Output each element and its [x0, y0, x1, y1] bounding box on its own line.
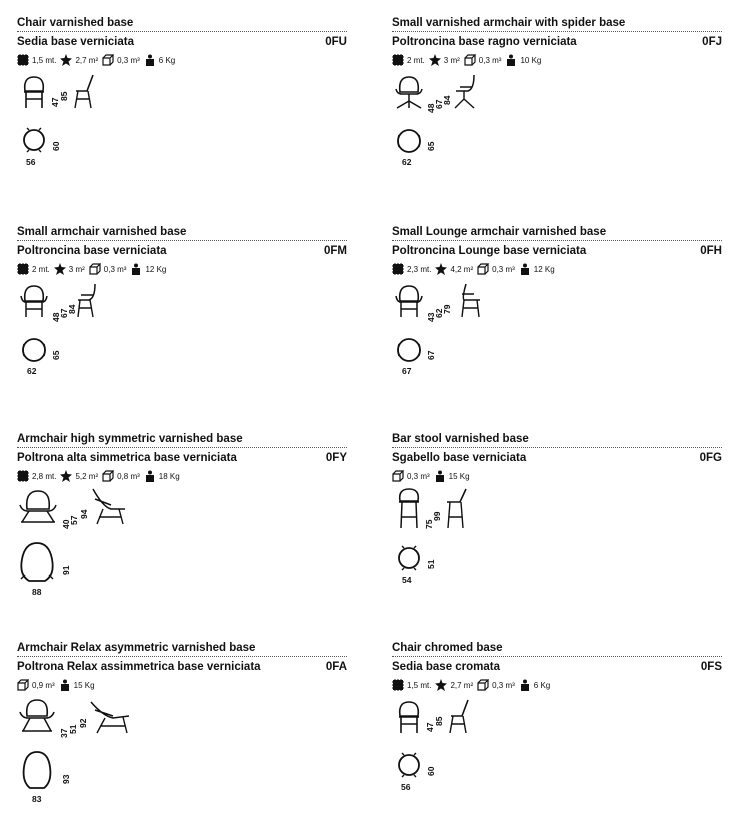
spec-weight: 15 Kg: [59, 679, 95, 691]
dim-plan-depth: 51: [426, 559, 436, 569]
product-card-0fa: [17, 641, 347, 827]
product-drawings: [17, 67, 347, 202]
weight-icon: [519, 263, 531, 275]
spec-volume: 0,3 m³: [102, 54, 140, 66]
dim-plan-width: 56: [26, 157, 36, 167]
product-drawings: [17, 276, 347, 411]
spec-row: [17, 53, 347, 67]
spec-row: [17, 262, 347, 276]
spec-row: [17, 469, 347, 483]
spec-leather: 5,2 m²: [60, 470, 98, 482]
product-title-en: Small armchair varnished base: [17, 226, 187, 238]
product-title-row: [17, 660, 347, 674]
product-code: 0FA: [325, 661, 347, 673]
dim-total-height: 99: [432, 511, 442, 521]
dim-seat-height: 75: [424, 519, 434, 529]
dim-arm-height: 62: [434, 308, 444, 318]
high-armchair-side-view: [89, 487, 127, 525]
product-code: 0FH: [700, 245, 722, 257]
product-drawings: [392, 67, 722, 202]
spec-leather: 3 m²: [54, 263, 85, 275]
chair-plan-view: [21, 127, 47, 153]
spec-fabric: 2,3 mt.: [392, 263, 431, 275]
title-separator: [392, 31, 722, 32]
high-armchair-front-view: [19, 489, 57, 525]
spec-leather: 2,7 m²: [435, 679, 473, 691]
relax-armchair-plan-view: [21, 750, 53, 790]
title-separator: [392, 240, 722, 241]
volume-icon: [89, 263, 101, 275]
spec-volume: 0,3 m³: [464, 54, 502, 66]
armchair-plan-view: [395, 127, 423, 155]
chair-plan-view: [396, 752, 422, 778]
product-title-it: Sedia base cromata: [392, 661, 501, 673]
product-code: 0FY: [325, 452, 347, 464]
spec-row: [392, 469, 722, 483]
leather-icon: [60, 470, 72, 482]
volume-icon: [464, 54, 476, 66]
high-armchair-plan-view: [19, 541, 55, 583]
dim-seat-height: 40: [61, 519, 71, 529]
spec-weight: 6 Kg: [519, 679, 550, 691]
bar-stool-front-view: [396, 487, 422, 529]
dim-arm-height: 51: [68, 724, 78, 734]
spec-leather: 4,2 m²: [435, 263, 473, 275]
weight-icon: [59, 679, 71, 691]
spec-fabric: 1,5 mt.: [392, 679, 431, 691]
product-title-en: Armchair Relax asymmetric varnished base: [17, 642, 256, 654]
product-code: 0FS: [700, 661, 722, 673]
leather-icon: [435, 263, 447, 275]
dim-seat-height: 48: [426, 103, 436, 113]
spider-armchair-front-view: [394, 75, 424, 109]
weight-icon: [144, 470, 156, 482]
dim-plan-width: 62: [402, 157, 412, 167]
product-drawings: [392, 483, 722, 618]
dim-total-height: 85: [59, 91, 69, 101]
armchair-plan-view: [20, 336, 48, 364]
spec-weight: 6 Kg: [144, 54, 175, 66]
spec-volume: 0,3 m³: [89, 263, 127, 275]
spec-row: [392, 262, 722, 276]
spec-volume: 0,9 m³: [17, 679, 55, 691]
dim-plan-width: 54: [402, 575, 412, 585]
dim-plan-depth: 93: [61, 774, 71, 784]
relax-armchair-front-view: [19, 698, 55, 732]
title-separator: [17, 447, 347, 448]
spec-weight: 12 Kg: [130, 263, 166, 275]
title-separator: [392, 447, 722, 448]
product-title-row: [392, 35, 722, 49]
dim-total-height: 79: [442, 304, 452, 314]
product-title-row: [392, 660, 722, 674]
chair-front-view: [21, 75, 47, 109]
dim-plan-width: 56: [401, 782, 411, 792]
product-title-row: [392, 244, 722, 258]
product-title-it: Poltroncina Lounge base verniciata: [392, 245, 587, 257]
chair-front-view: [396, 700, 422, 734]
title-separator: [17, 31, 347, 32]
volume-icon: [102, 470, 114, 482]
product-title-it: Sedia base verniciata: [17, 36, 134, 48]
spider-armchair-side-view: [452, 73, 480, 109]
product-title-en: Small Lounge armchair varnished base: [392, 226, 607, 238]
dim-total-height: 85: [434, 716, 444, 726]
product-title-it: Sgabello base verniciata: [392, 452, 527, 464]
fabric-icon: [17, 54, 29, 66]
dim-total-height: 92: [78, 718, 88, 728]
dim-seat-height: 47: [50, 97, 60, 107]
dim-plan-width: 83: [32, 794, 42, 804]
spec-volume: 0,3 m³: [392, 470, 430, 482]
volume-icon: [102, 54, 114, 66]
product-card-0fg: [392, 432, 722, 618]
bar-stool-plan-view: [396, 545, 422, 571]
dim-plan-depth: 60: [426, 766, 436, 776]
dim-plan-depth: 91: [61, 565, 71, 575]
product-card-0fh: [392, 225, 722, 411]
product-title-en: Armchair high symmetric varnished base: [17, 433, 243, 445]
spec-fabric: 2,8 mt.: [17, 470, 56, 482]
dim-plan-width: 67: [402, 366, 412, 376]
product-code: 0FJ: [702, 36, 722, 48]
spec-leather: 3 m²: [429, 54, 460, 66]
spec-fabric: 1,5 mt.: [17, 54, 56, 66]
armchair-front-view: [19, 284, 49, 318]
dim-plan-depth: 60: [51, 141, 61, 151]
spec-fabric: 2 mt.: [17, 263, 50, 275]
spec-volume: 0,3 m³: [477, 679, 515, 691]
spec-weight: 18 Kg: [144, 470, 180, 482]
dim-plan-width: 88: [32, 587, 42, 597]
volume-icon: [17, 679, 29, 691]
spec-leather: 2,7 m²: [60, 54, 98, 66]
dim-seat-height: 47: [425, 722, 435, 732]
leather-icon: [54, 263, 66, 275]
product-title-it: Poltrona alta simmetrica base verniciata: [17, 452, 237, 464]
dim-plan-width: 62: [27, 366, 37, 376]
fabric-icon: [17, 263, 29, 275]
dim-plan-depth: 67: [426, 350, 436, 360]
weight-icon: [505, 54, 517, 66]
chair-side-view: [448, 698, 474, 734]
dim-arm-height: 67: [59, 308, 69, 318]
product-drawings: [17, 483, 347, 618]
relax-armchair-side-view: [89, 698, 131, 734]
dim-arm-height: 67: [434, 99, 444, 109]
title-separator: [392, 656, 722, 657]
product-drawings: [392, 692, 722, 827]
product-title-it: Poltroncina base ragno verniciata: [392, 36, 577, 48]
title-separator: [17, 656, 347, 657]
lounge-armchair-front-view: [394, 284, 424, 318]
weight-icon: [434, 470, 446, 482]
product-title-it: Poltrona Relax assimmetrica base verniciata: [17, 661, 261, 673]
leather-icon: [429, 54, 441, 66]
spec-volume: 0,8 m³: [102, 470, 140, 482]
product-code: 0FG: [699, 452, 722, 464]
spec-row: [392, 53, 722, 67]
chair-side-view: [73, 73, 99, 109]
product-title-en: Bar stool varnished base: [392, 433, 529, 445]
spec-weight: 15 Kg: [434, 470, 470, 482]
product-title-row: [392, 451, 722, 465]
product-title-it: Poltroncina base verniciata: [17, 245, 167, 257]
title-separator: [17, 240, 347, 241]
dim-plan-depth: 65: [51, 350, 61, 360]
product-title-row: [17, 35, 347, 49]
product-code: 0FM: [324, 245, 347, 257]
fabric-icon: [392, 679, 404, 691]
dim-total-height: 84: [67, 304, 77, 314]
product-card-0fu: [17, 16, 347, 202]
dim-seat-height: 43: [426, 312, 436, 322]
armchair-side-view: [75, 282, 101, 318]
product-drawings: [392, 276, 722, 411]
dim-total-height: 84: [442, 95, 452, 105]
spec-row: [17, 678, 347, 692]
fabric-icon: [392, 54, 404, 66]
spec-weight: 12 Kg: [519, 263, 555, 275]
dim-arm-height: 57: [69, 515, 79, 525]
weight-icon: [519, 679, 531, 691]
dim-plan-depth: 65: [426, 141, 436, 151]
product-card-0fj: [392, 16, 722, 202]
spec-fabric: 2 mt.: [392, 54, 425, 66]
volume-icon: [392, 470, 404, 482]
product-title-en: Chair chromed base: [392, 642, 503, 654]
product-card-0fs: [392, 641, 722, 827]
product-code: 0FU: [325, 36, 347, 48]
spec-row: [392, 678, 722, 692]
product-drawings: [17, 692, 347, 827]
spec-volume: 0,3 m³: [477, 263, 515, 275]
volume-icon: [477, 679, 489, 691]
product-title-en: Chair varnished base: [17, 17, 134, 29]
fabric-icon: [17, 470, 29, 482]
product-title-row: [17, 244, 347, 258]
weight-icon: [130, 263, 142, 275]
lounge-armchair-side-view: [454, 282, 484, 318]
spec-weight: 10 Kg: [505, 54, 541, 66]
fabric-icon: [392, 263, 404, 275]
dim-total-height: 94: [79, 509, 89, 519]
volume-icon: [477, 263, 489, 275]
product-card-0fm: [17, 225, 347, 411]
leather-icon: [60, 54, 72, 66]
bar-stool-side-view: [444, 487, 470, 529]
product-title-row: [17, 451, 347, 465]
product-title-en: Small varnished armchair with spider base: [392, 17, 626, 29]
dim-seat-height: 37: [59, 728, 69, 738]
dim-seat-height: 48: [51, 312, 61, 322]
product-card-0fy: [17, 432, 347, 618]
weight-icon: [144, 54, 156, 66]
leather-icon: [435, 679, 447, 691]
armchair-plan-view: [395, 336, 423, 364]
